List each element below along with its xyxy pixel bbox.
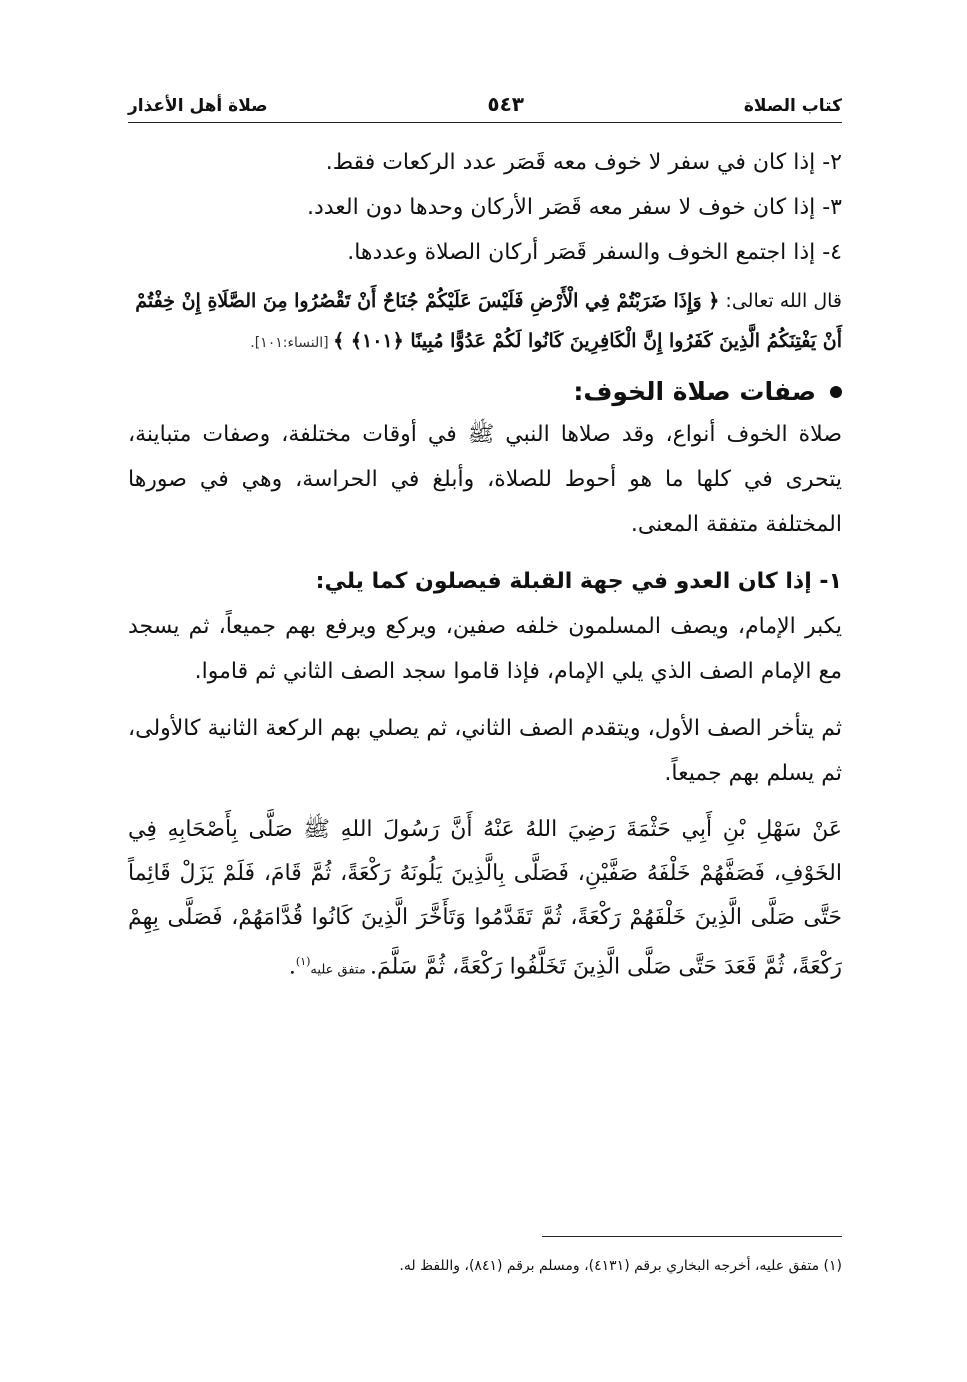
hadith-end: .	[288, 954, 296, 980]
case-heading: ١- إذا كان العدو في جهة القبلة فيصلون كما يلي:	[315, 569, 842, 594]
book-title: كتاب الصلاة	[743, 96, 842, 116]
case-paragraph: ثم يتأخر الصف الأول، ويتقدم الصف الثاني، ثم يصلي بهم الركعة الثانية كالأولى، ثم يسلم بهم جميعاً.	[128, 716, 842, 786]
page-number: ٥٤٣	[487, 92, 525, 116]
hadith-text	[128, 808, 842, 992]
list-item: ٢- إذا كان في سفر لا خوف معه قَصَر عدد الركعات فقط.	[325, 150, 842, 175]
quran-reference: [النساء:١٠١].	[250, 335, 334, 351]
quran-quote	[128, 281, 842, 363]
section-heading-text: صفات صلاة الخوف:	[573, 377, 816, 406]
intro-paragraph: صلاة الخوف أنواع، وقد صلاها النبي ﷺ في أوقات مختلفة، وصفات متباينة، يتحرى في كلها ما هو أحوط للصلاة، وأبلغ في الحراسة، وهي في صورها المختلفة متفقة المعنى.	[128, 422, 842, 537]
hadith-attribution: متفق عليه	[310, 962, 370, 978]
section-heading	[128, 377, 842, 406]
list-item: ٣- إذا كان خوف لا سفر معه قَصَر الأركان وحدها دون العدد.	[306, 195, 842, 220]
case-paragraph: يكبر الإمام، ويصف المسلمون خلفه صفين، ويركع ويرفع بهم جميعاً، ثم يسجد مع الإمام الصف الذي يلي الإمام، فإذا قاموا سجد الصف الثاني ثم قاموا.	[128, 614, 842, 684]
bullet-icon	[830, 386, 842, 398]
quran-verse: ﴿ وَإِذَا ضَرَبْتُمْ فِي الْأَرْضِ فَلَيْسَ عَلَيْكُمْ جُنَاحٌ أَنْ تَقْصُرُوا مِنَ الصَّلَاةِ إِنْ خِفْتُمْ أَنْ يَفْتِنَكُمُ الَّذِينَ كَفَرُوا إِنَّ الْكَافِرِينَ كَانُوا لَكُمْ عَدُوًّا مُبِينًا ﴿١٠١﴾ ﴾	[135, 290, 842, 352]
chapter-title: صلاة أهل الأعذار	[128, 96, 268, 116]
list-item: ٤- إذا اجتمع الخوف والسفر قَصَر أركان الصلاة وعددها.	[347, 240, 842, 265]
page-header	[128, 86, 842, 123]
quran-intro: قال الله تعالى:	[719, 290, 842, 312]
footnote-marker: (١)	[295, 955, 311, 968]
hadith-body: عَنْ سَهْلِ بْنِ أَبِي حَثْمَةَ رَضِيَ اللهُ عَنْهُ أَنَّ رَسُولَ اللهِ ﷺ صَلَّى بِأَصْحَابِهِ فِي الخَوْفِ، فَصَفَّهُمْ خَلْفَهُ صَفَّيْنِ، فَصَلَّى بِالَّذِينَ يَلُونَهُ رَكْعَةً، ثُمَّ قَامَ، فَلَمْ يَزَلْ قَائِماً حَتَّى صَلَّى الَّذِينَ خَلْفَهُمْ رَكْعَةً، ثُمَّ تَقَدَّمُوا وَتَأَخَّرَ الَّذِينَ كَانُوا قُدَّامَهُمْ، فَصَلَّى بِهِمْ رَكْعَةً، ثُمَّ قَعَدَ حَتَّى صَلَّى الَّذِينَ تَخَلَّفُوا رَكْعَةً، ثُمَّ سَلَّمَ.	[128, 817, 842, 980]
footnote-divider	[542, 1236, 842, 1237]
footnote: (١) متفق عليه، أخرجه البخاري برقم (٤١٣١)، ومسلم برقم (٨٤١)، واللفظ له.	[399, 1258, 842, 1274]
page-body	[128, 140, 842, 992]
